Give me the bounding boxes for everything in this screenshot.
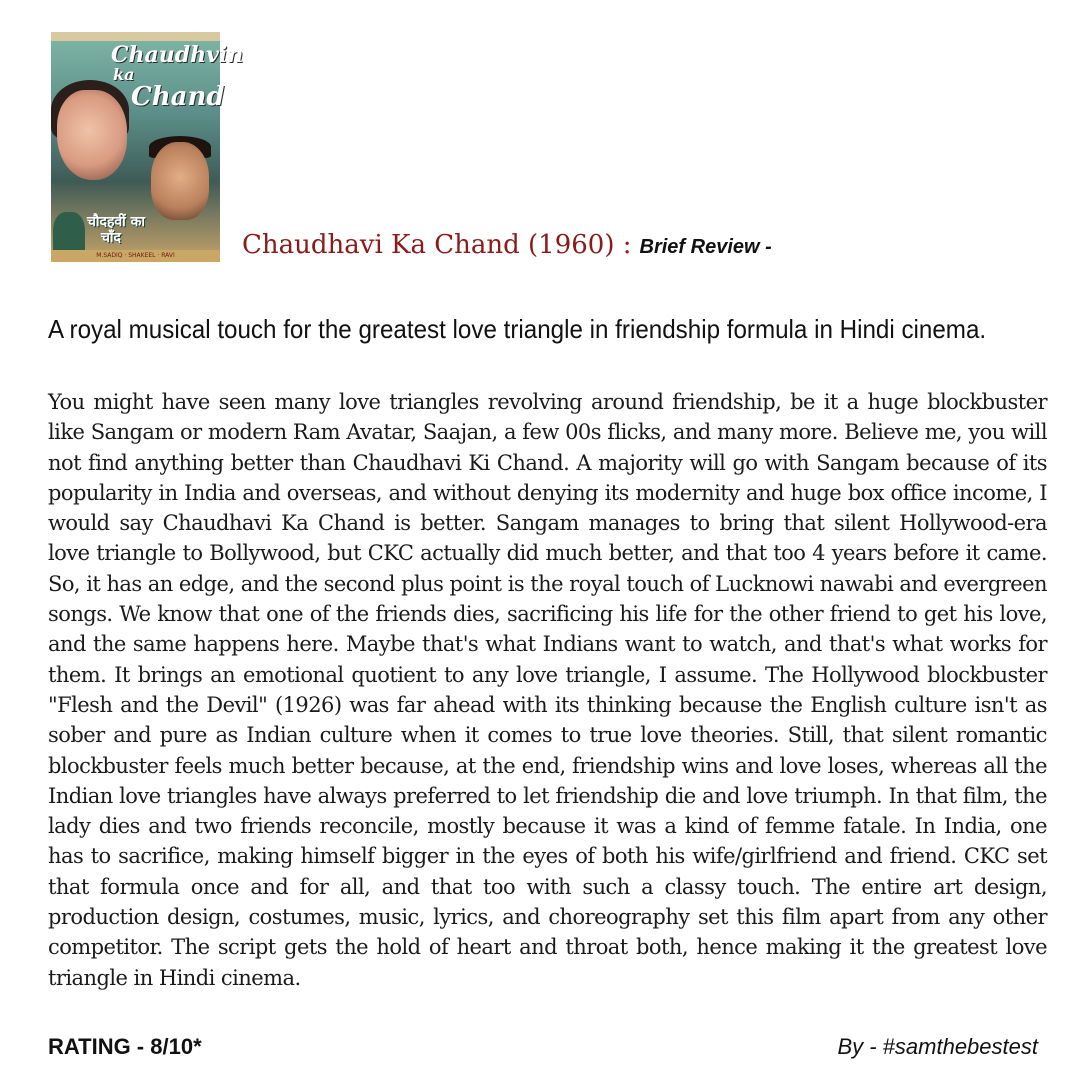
poster-title bbox=[111, 42, 244, 112]
poster-hindi-line1: चौदहवीं का bbox=[87, 214, 146, 230]
poster-title-line1: Chaudhvin bbox=[111, 42, 244, 68]
poster-hindi-title bbox=[87, 214, 145, 246]
review-title: Chaudhavi Ka Chand (1960) : bbox=[242, 230, 632, 260]
poster-title-line3: Chand bbox=[131, 82, 225, 112]
review-body: You might have seen many love triangles revolving around friendship, be it a huge blockbuster like Sangam or modern Ram Avatar, Saajan, a few 00s flicks, and many more. Believe me, you will not find anything better than Chaudhavi Ki Chand. A majority will go with Sangam because of its popularity in India and overseas, and without denying its modernity and huge box office income, I would say Chaudhavi Ka Chand is better. Sangam manages to bring that silent Hollywood-era love triangle to Bollywood, but CKC actually did much better, and that too 4 years before it came. So, it has an edge, and the second plus point is the royal touch of Lucknowi nawabi and evergreen songs. We know that one of the friends dies, sacrificing his life for the other friend to get his love, and the same happens here. Maybe that's what Indians want to watch, and that's what works for them. It brings an emotional quotient to any love triangle, I assume. The Hollywood blockbuster "Flesh and the Devil" (1926) was far ahead with its thinking because the English culture isn't as sober and pure as Indian culture when it comes to true love theories. Still, that silent romantic blockbuster feels much better because, at the end, friendship wins and love loses, whereas all the Indian love triangles have always preferred to let friendship die and love triumph. In that film, the lady dies and two friends reconcile, mostly because it was a kind of femme fatale. In India, one has to sacrifice, making himself bigger in the eyes of both his wife/girlfriend and friend. CKC set that formula once and for all, and that too with such a classy touch. The entire art design, production design, costumes, music, lyrics, and choreography set this film apart from any other competitor. The script gets the hold of heart and throat both, hence making it the greatest love triangle in Hindi cinema. bbox=[48, 390, 1047, 990]
poster-credits: M.SADIQ · SHAKEEL · RAVI bbox=[51, 250, 220, 262]
rating-label: RATING - 8/10* bbox=[48, 1034, 202, 1059]
poster-actor-face bbox=[151, 142, 209, 220]
author-credit: By - #samthebestest bbox=[837, 1034, 1038, 1059]
movie-poster bbox=[51, 32, 244, 262]
poster-top-strip bbox=[51, 32, 220, 41]
review-heading bbox=[242, 230, 772, 260]
review-tagline: A royal musical touch for the greatest love triangle in friendship formula in Hindi cinema. bbox=[48, 314, 987, 344]
review-subtitle: Brief Review - bbox=[639, 236, 772, 258]
poster-title-line2: ka bbox=[113, 65, 135, 84]
poster-hindi-line2: चाँद bbox=[101, 230, 121, 246]
